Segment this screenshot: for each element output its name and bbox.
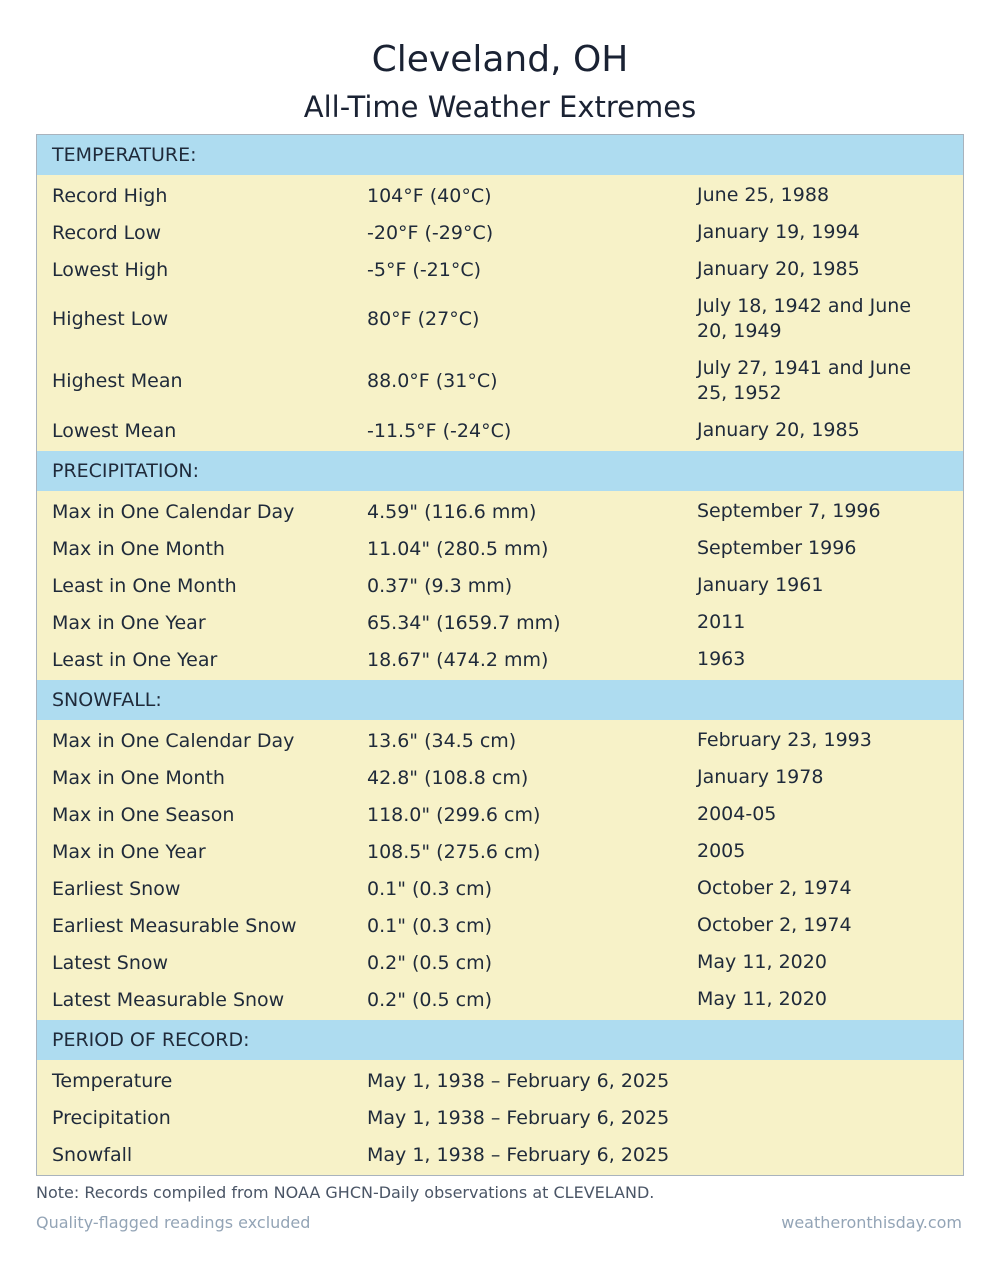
section-period-of-record [37, 1020, 963, 1175]
table-row [37, 1062, 963, 1099]
table-row [37, 722, 963, 759]
row-value: 104°F (40°C) [367, 184, 492, 207]
row-value: 0.37" (9.3 mm) [367, 574, 513, 597]
table-row [37, 944, 963, 981]
row-label: Highest Low [52, 308, 169, 330]
row-label: Max in One Month [52, 537, 225, 560]
row-value: -5°F (-21°C) [367, 258, 482, 281]
row-value: 0.1" (0.3 cm) [367, 877, 493, 900]
row-label: Max in One Year [52, 840, 206, 863]
row-label: Max in One Month [52, 766, 225, 789]
row-date: February 23, 1993 [697, 729, 872, 751]
row-value: -11.5°F (-24°C) [367, 419, 512, 442]
section-precipitation [37, 451, 963, 680]
row-date: May 11, 2020 [697, 951, 827, 973]
row-label: Precipitation [52, 1106, 171, 1129]
table-row [37, 1136, 963, 1173]
row-label: Snowfall [52, 1143, 133, 1166]
table-row [37, 412, 963, 449]
row-date: January 20, 1985 [697, 419, 860, 441]
row-date: 1963 [697, 648, 746, 670]
page-subtitle: All-Time Weather Extremes [303, 90, 697, 124]
row-value: 11.04" (280.5 mm) [367, 537, 549, 560]
table-row [37, 641, 963, 678]
row-value: 118.0" (299.6 cm) [367, 803, 541, 826]
row-label: Temperature [52, 1069, 173, 1092]
row-label: Lowest Mean [52, 419, 177, 442]
extremes-table [36, 134, 964, 1176]
row-value: 0.2" (0.5 cm) [367, 988, 493, 1011]
section-header: PRECIPITATION: [37, 451, 963, 491]
table-row [37, 493, 963, 530]
row-date: October 2, 1974 [697, 877, 852, 899]
table-row [37, 796, 963, 833]
row-date: January 19, 1994 [697, 221, 860, 243]
row-value: 65.34" (1659.7 mm) [367, 611, 561, 634]
row-label: Highest Mean [52, 370, 183, 392]
table-row [37, 907, 963, 944]
table-row [37, 759, 963, 796]
row-value: 4.59" (116.6 mm) [367, 500, 537, 523]
row-date: July 18, 1942 and June 20, 1949 [697, 295, 912, 342]
row-label: Max in One Calendar Day [52, 500, 295, 523]
row-date: September 7, 1996 [697, 500, 881, 522]
row-label: Earliest Snow [52, 877, 181, 900]
table-row [37, 214, 963, 251]
row-label: Latest Snow [52, 951, 169, 974]
row-date: January 1961 [697, 574, 824, 596]
section-header: SNOWFALL: [37, 680, 963, 720]
table-row [37, 604, 963, 641]
row-value: 0.1" (0.3 cm) [367, 914, 493, 937]
row-value: 108.5" (275.6 cm) [367, 840, 541, 863]
table-row [37, 288, 963, 350]
section-temperature [37, 135, 963, 451]
row-label: Record High [52, 184, 168, 207]
row-date: 2004-05 [697, 803, 777, 825]
quality-note: Quality-flagged readings excluded [36, 1213, 311, 1232]
row-label: Least in One Year [52, 648, 218, 671]
row-value: 18.67" (474.2 mm) [367, 648, 549, 671]
row-value: 13.6" (34.5 cm) [367, 729, 517, 752]
row-value: 88.0°F (31°C) [367, 370, 498, 392]
row-date: October 2, 1974 [697, 914, 852, 936]
table-row [37, 981, 963, 1018]
row-value: May 1, 1938 – February 6, 2025 [367, 1106, 670, 1129]
page-title: Cleveland, OH [371, 39, 629, 80]
row-value: May 1, 1938 – February 6, 2025 [367, 1069, 670, 1092]
row-label: Latest Measurable Snow [52, 988, 285, 1011]
footer-note: Note: Records compiled from NOAA GHCN-Daily observations at CLEVELAND. [36, 1183, 655, 1202]
table-row [37, 177, 963, 214]
row-label: Max in One Calendar Day [52, 729, 295, 752]
row-label: Record Low [52, 221, 162, 244]
row-value: 42.8" (108.8 cm) [367, 766, 529, 789]
row-value: 80°F (27°C) [367, 308, 480, 330]
row-date: July 27, 1941 and June 25, 1952 [697, 357, 912, 404]
table-row [37, 1099, 963, 1136]
row-date: January 20, 1985 [697, 258, 860, 280]
table-row [37, 530, 963, 567]
row-label: Least in One Month [52, 574, 237, 597]
table-row [37, 870, 963, 907]
row-label: Lowest High [52, 258, 169, 281]
row-value: -20°F (-29°C) [367, 221, 494, 244]
table-row [37, 833, 963, 870]
row-date: September 1996 [697, 537, 857, 559]
section-header: TEMPERATURE: [37, 135, 963, 175]
row-label: Earliest Measurable Snow [52, 914, 297, 937]
row-label: Max in One Year [52, 611, 206, 634]
row-date: 2005 [697, 840, 746, 862]
row-date: June 25, 1988 [697, 184, 830, 206]
table-row [37, 350, 963, 412]
row-date: 2011 [697, 611, 746, 633]
row-value: 0.2" (0.5 cm) [367, 951, 493, 974]
table-row [37, 567, 963, 604]
table-row [37, 251, 963, 288]
source-credit: weatheronthisday.com [781, 1213, 962, 1232]
section-header: PERIOD OF RECORD: [37, 1020, 963, 1060]
row-date: May 11, 2020 [697, 988, 827, 1010]
row-date: January 1978 [697, 766, 824, 788]
row-value: May 1, 1938 – February 6, 2025 [367, 1143, 670, 1166]
row-label: Max in One Season [52, 803, 235, 826]
section-snowfall [37, 680, 963, 1020]
